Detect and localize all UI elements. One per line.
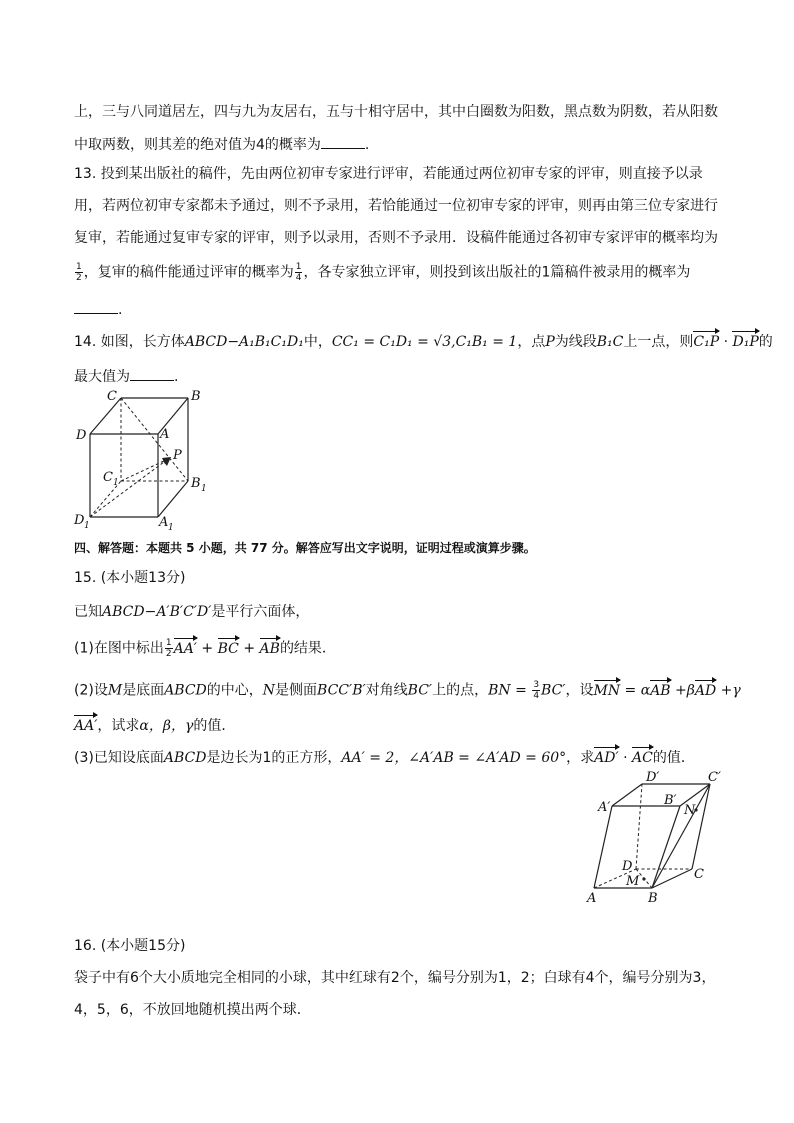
label-B: B [191, 389, 201, 404]
q15-part-2-line-1: (2)设M是底面ABCD的中心，N是侧面BCC′B′对角线BC′上的点，BN = $\frac{3}{4}$ BC′，设MN = αAB +βAD +γ [74, 680, 741, 701]
q15-part-3: (3)已知设底面ABCD是边长为1的正方形，AA′ = 2，∠A′AB = ∠A′AD = 60°，求AD′ · AC的值． [74, 750, 695, 766]
q16-line-2: 4，5，6，不放回地随机摸出两个球． [74, 1002, 311, 1018]
label-C: C [107, 389, 117, 404]
q12-line-2: 中取两数，则其差的绝对值为4的概率为 . [74, 134, 369, 155]
label-M: M [626, 874, 640, 889]
label-C1: C [103, 470, 113, 485]
label-P: P [173, 448, 182, 463]
q16-line-1: 袋子中有6个大小质地完全相同的小球，其中红球有2个，编号分别为1，2；白球有4个，编号分别为3， [74, 970, 716, 986]
q13-line-3: 复审，若能通过复审专家的评审，则予以录用，否则不予录用．设稿件能通过各初审专家评审的概率均为 [74, 230, 718, 246]
edge-Ap-Dp [612, 784, 642, 806]
edge-B-Bp [652, 806, 680, 888]
hidden-edge-D-Dp [636, 784, 642, 869]
label-C1-sub: 1 [113, 478, 119, 488]
label-A: A [160, 427, 170, 442]
q13-line-4: $\frac{1}{2}$ ，复审的稿件能通过评审的概率为 $\frac{1}{4}$ ，各专家独立评审，则投到该出版社的1篇稿件被录用的概率为 [76, 262, 691, 283]
label-Ap: A′ [598, 800, 611, 815]
label-D1: D [74, 513, 85, 528]
fraction-quarter: $\frac{1}{4}$ [295, 262, 302, 283]
label-D1-sub: 1 [84, 521, 90, 531]
label-A1-sub: 1 [168, 523, 174, 533]
point-M [642, 877, 645, 880]
q16-header: 16. (本小题15分) [74, 938, 186, 954]
q13-line-5: . [74, 299, 122, 320]
answer-blank [321, 134, 365, 149]
label-D: D [76, 428, 87, 443]
vector-D1-P [90, 459, 168, 517]
q15-header: 15. (本小题13分) [74, 570, 186, 586]
edge-C-Cp [692, 784, 710, 869]
label-Bp: B′ [664, 793, 677, 808]
label-A1: A [159, 515, 169, 530]
q15-part-2-line-2: AA′，试求α，β，γ的值． [74, 718, 236, 734]
label-Cp: C′ [708, 770, 721, 785]
fraction-three-quarters: $\frac{3}{4}$ [533, 680, 540, 701]
answer-blank [130, 366, 174, 381]
edge-A-Ap [594, 806, 612, 888]
vector-C1-P [121, 459, 168, 481]
q14-box-figure [70, 386, 220, 534]
fraction-half: $\frac{1}{2}$ [165, 638, 172, 659]
label-D: D [622, 859, 633, 874]
answer-blank [74, 299, 118, 314]
label-B: B [648, 891, 658, 906]
label-B1-sub: 1 [201, 484, 207, 494]
q12-line-1: 上，三与八同道居左，四与九为友居右，五与十相守居中，其中白圈数为阳数，黑点数为阴数，若从阳数 [74, 104, 718, 120]
q13-line-2: 用，若两位初审专家都未予通过，则不予录用，若恰能通过一位初审专家的评审，则再由第三位专家进行 [74, 198, 718, 214]
q15-parallelepiped-figure [584, 768, 730, 906]
label-Dp: D′ [646, 770, 660, 785]
label-B1: B [191, 476, 201, 491]
label-N: N [684, 803, 696, 818]
section-4-title: 四、解答题：本题共 5 小题，共 77 分。解答应写出文字说明，证明过程或演算步骤。 [74, 541, 536, 555]
label-C: C [694, 867, 704, 882]
q14-line-2: 最大值为 . [74, 366, 178, 387]
q14-line-1: 14. 如图，长方体ABCD−A₁B₁C₁D₁中，CC₁ = C₁D₁ = √3,C₁B₁ = 1，点P为线段B₁C上一点，则C₁P · D₁P的 [74, 334, 773, 350]
fraction-half: $\frac{1}{2}$ [76, 262, 82, 283]
q13-line-1: 13. 投到某出版社的稿件，先由两位初审专家进行评审，若能通过两位初审专家的评审，则直接予以录 [74, 166, 703, 182]
edge-A1-B1 [158, 481, 188, 517]
q15-part-1: (1)在图中标出 $\frac{1}{2}$ AA′ + BC + AB的结果． [74, 638, 336, 659]
label-A: A [587, 891, 597, 906]
q15-intro: 已知ABCD−A′B′C′D′是平行六面体， [74, 604, 310, 620]
